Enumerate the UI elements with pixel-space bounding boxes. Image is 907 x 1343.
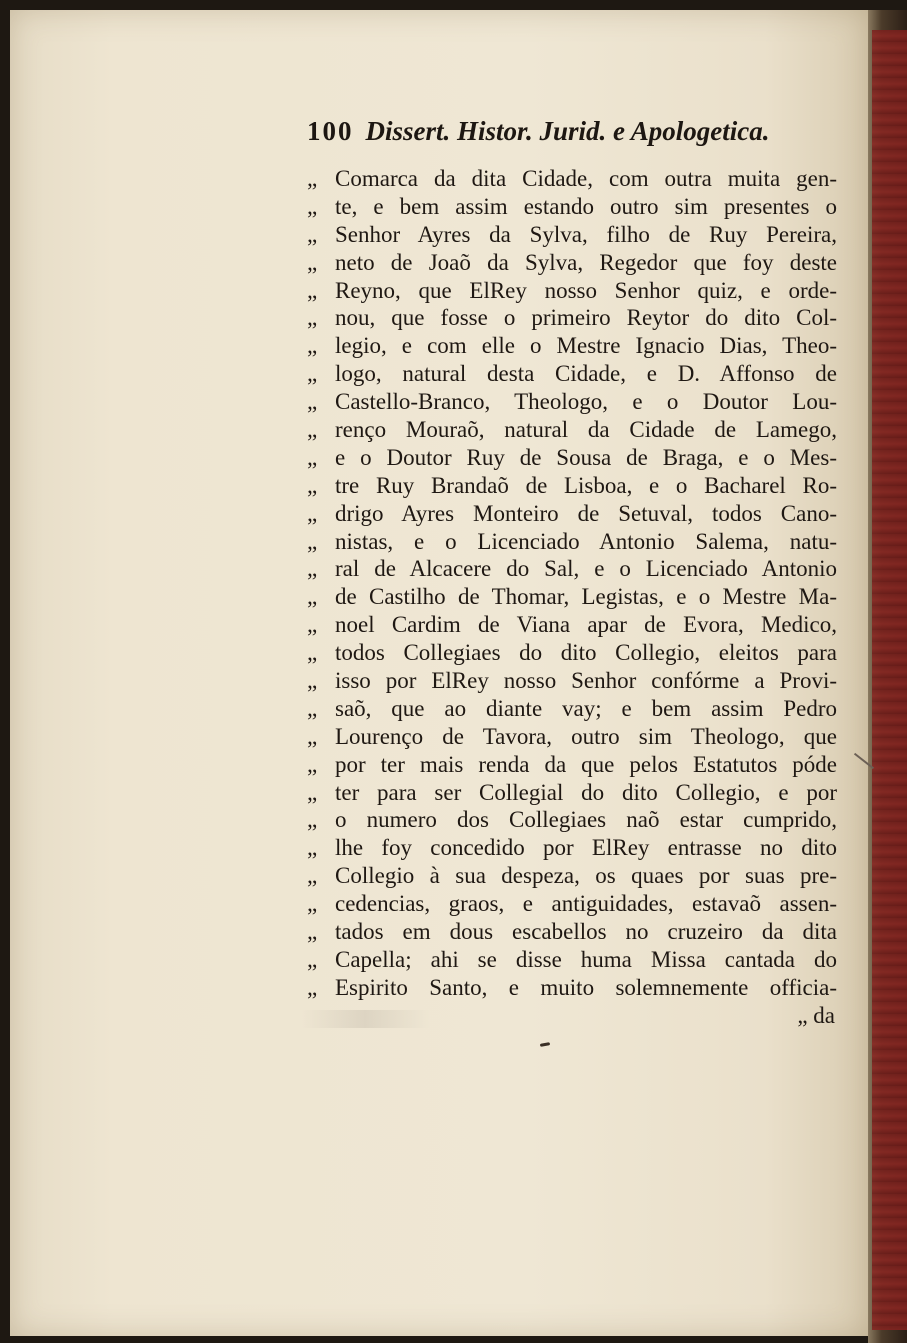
text-line <box>307 500 837 528</box>
quotation-mark: „ <box>307 835 318 861</box>
quotation-mark: „ <box>307 333 318 359</box>
text-line <box>307 639 837 667</box>
quotation-mark: „ <box>307 444 318 470</box>
text-line <box>307 806 837 834</box>
text-line <box>307 862 837 890</box>
quotation-mark: „ <box>307 193 318 219</box>
quotation-mark: „ <box>307 221 318 247</box>
line-text: de Castilho de Thomar, Legistas, e o Mestre Ma- <box>335 584 837 610</box>
quotation-mark: „ <box>307 863 318 889</box>
line-text: Comarca da dita Cidade, com outra muita gen- <box>335 166 837 191</box>
line-text: o numero dos Collegiaes naõ estar cumprido, <box>335 807 837 833</box>
text-line <box>307 611 837 639</box>
line-text: Castello-Branco, Theologo, e o Doutor Lou- <box>335 389 837 415</box>
quotation-mark: „ <box>307 389 318 415</box>
show-through-text <box>300 1010 430 1028</box>
quotation-mark: „ <box>307 640 318 666</box>
quotation-mark: „ <box>307 166 318 191</box>
line-text: Espirito Santo, e muito solemnemente officia- <box>335 974 837 1000</box>
quotation-mark: „ <box>307 417 318 443</box>
text-line <box>307 277 837 305</box>
line-text: Collegio à sua despeza, os quaes por suas pre- <box>335 863 837 889</box>
text-line <box>307 667 837 695</box>
text-line <box>307 723 837 751</box>
text-line <box>307 974 837 1002</box>
line-text: Senhor Ayres da Sylva, filho de Ruy Pereira, <box>335 221 837 247</box>
quotation-mark: „ <box>307 779 318 805</box>
text-line <box>307 221 837 249</box>
line-text: tre Ruy Brandaõ de Lisboa, e o Bacharel Ro- <box>335 472 837 498</box>
page-number: 100 <box>307 116 354 146</box>
text-line <box>307 416 837 444</box>
text-line <box>307 165 837 193</box>
text-line <box>307 472 837 500</box>
line-text: Lourenço de Tavora, outro sim Theologo, que <box>335 723 837 749</box>
text-line <box>307 332 837 360</box>
line-text: legio, e com elle o Mestre Ignacio Dias, Theo- <box>335 333 837 359</box>
line-text: todos Collegiaes do dito Collegio, eleitos para <box>335 640 837 666</box>
line-text: e o Doutor Ruy de Sousa de Braga, e o Mes- <box>335 444 837 470</box>
quotation-mark: „ <box>307 946 318 972</box>
text-line <box>307 304 837 332</box>
text-line <box>307 583 837 611</box>
line-text: saõ, que ao diante vay; e bem assim Pedro <box>335 695 837 721</box>
quotation-mark: „ <box>307 974 318 1000</box>
quotation-mark: „ <box>307 249 318 275</box>
line-text: nou, que fosse o primeiro Reytor do dito Col- <box>335 305 837 331</box>
quotation-mark: „ <box>307 277 318 303</box>
text-line <box>307 695 837 723</box>
quotation-mark: „ <box>307 751 318 777</box>
text-line <box>307 249 837 277</box>
text-line <box>307 834 837 862</box>
text-line <box>307 360 837 388</box>
text-line <box>307 388 837 416</box>
quotation-mark: „ <box>307 612 318 638</box>
text-line <box>307 555 837 583</box>
catchword: „ da <box>797 1002 835 1028</box>
text-line <box>307 890 837 918</box>
text-line <box>307 528 837 556</box>
line-text: Reyno, que ElRey nosso Senhor quiz, e orde- <box>335 277 837 303</box>
line-text: ter para ser Collegial do dito Collegio, e por <box>335 779 837 805</box>
quotation-mark: „ <box>307 695 318 721</box>
line-text: renço Mouraõ, natural da Cidade de Lamego, <box>335 417 837 443</box>
line-text: neto de Joaõ da Sylva, Regedor que foy deste <box>335 249 837 275</box>
quotation-mark: „ <box>307 305 318 331</box>
text-line <box>307 193 837 221</box>
line-text: por ter mais renda da que pelos Estatutos póde <box>335 751 837 777</box>
quotation-mark: „ <box>307 500 318 526</box>
text-line <box>307 918 837 946</box>
line-text: nistas, e o Licenciado Antonio Salema, natu- <box>335 528 837 554</box>
quotation-mark: „ <box>307 891 318 917</box>
line-text: tados em dous escabellos no cruzeiro da dita <box>335 919 837 945</box>
book-cover-strip <box>872 30 907 1330</box>
quotation-mark: „ <box>307 472 318 498</box>
running-title: Dissert. Histor. Jurid. e Apologetica. <box>365 116 770 146</box>
text-line <box>307 946 837 974</box>
line-text: te, e bem assim estando outro sim presentes o <box>335 193 837 219</box>
text-line <box>307 779 837 807</box>
quotation-mark: „ <box>307 361 318 387</box>
quotation-mark: „ <box>307 807 318 833</box>
quotation-mark: „ <box>307 723 318 749</box>
line-text: logo, natural desta Cidade, e D. Affonso de <box>335 361 837 387</box>
body-text <box>307 165 837 1030</box>
line-text: lhe foy concedido por ElRey entrasse no dito <box>335 835 837 861</box>
line-text: noel Cardim de Viana apar de Evora, Medico, <box>335 612 837 638</box>
page-header <box>307 116 770 156</box>
quotation-mark: „ <box>307 919 318 945</box>
text-line <box>307 751 837 779</box>
text-line <box>307 444 837 472</box>
line-text: ral de Alcacere do Sal, e o Licenciado Antonio <box>335 556 837 582</box>
quotation-mark: „ <box>307 668 318 694</box>
line-text: cedencias, graos, e antiguidades, estavaõ assen- <box>335 891 837 917</box>
quotation-mark: „ <box>307 584 318 610</box>
quotation-mark: „ <box>307 528 318 554</box>
quotation-mark: „ <box>307 556 318 582</box>
line-text: isso por ElRey nosso Senhor confórme a Provi- <box>335 668 837 694</box>
line-text: drigo Ayres Monteiro de Setuval, todos Cano- <box>335 500 837 526</box>
line-text: Capella; ahi se disse huma Missa cantada do <box>335 946 837 972</box>
